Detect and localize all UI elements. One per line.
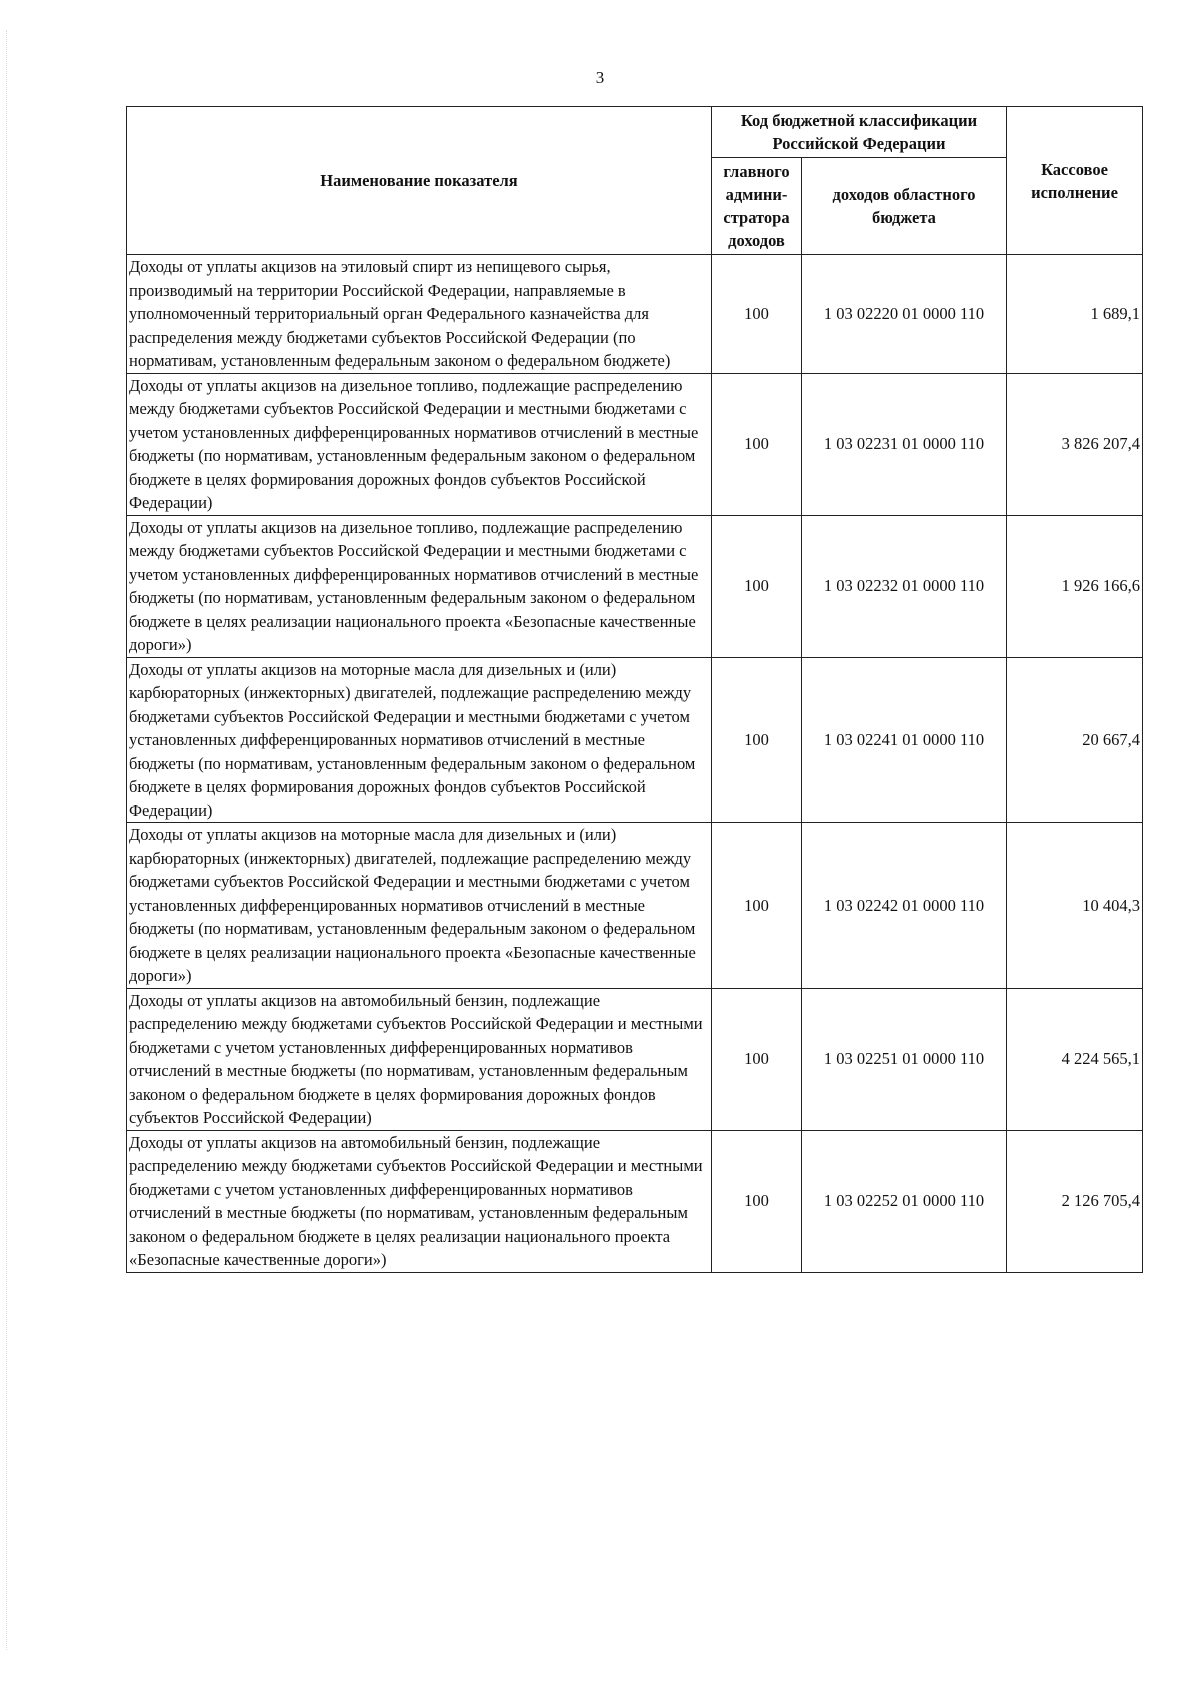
row-admin-code: 100 xyxy=(712,1130,802,1272)
table-header xyxy=(127,107,1143,255)
row-kbk-code: 1 03 02220 01 0000 110 xyxy=(802,255,1007,374)
page-number: 3 xyxy=(595,68,605,87)
table-row xyxy=(127,373,1143,515)
row-name: Доходы от уплаты акцизов на этиловый спирт из непищевого сырья, производимый на территории Российской Федерации, направляемые в уполномоченный территориальный орган Федерального казначейства для распределения между бюджетами субъектов Российской Федерации (по нормативам, установленным федеральным законом о федеральном бюджете) xyxy=(127,255,712,374)
table-body xyxy=(127,255,1143,1273)
row-admin-code: 100 xyxy=(712,515,802,657)
row-sum: 4 224 565,1 xyxy=(1007,988,1143,1130)
row-admin-code: 100 xyxy=(712,657,802,823)
row-kbk-code: 1 03 02242 01 0000 110 xyxy=(802,823,1007,989)
row-admin-code: 100 xyxy=(712,988,802,1130)
row-kbk-code: 1 03 02252 01 0000 110 xyxy=(802,1130,1007,1272)
row-kbk-code: 1 03 02231 01 0000 110 xyxy=(802,373,1007,515)
row-name: Доходы от уплаты акцизов на автомобильный бензин, подлежащие распределению между бюджетами субъектов Российской Федерации и местными бюджетами с учетом установленных дифференцированных нормативов отчислений в местные бюджеты (по нормативам, установленным федеральным законом о федеральном бюджете в целях формирования дорожных фондов субъектов Российской Федерации) xyxy=(127,988,712,1130)
row-name: Доходы от уплаты акцизов на дизельное топливо, подлежащие распределению между бюджетами субъектов Российской Федерации и местными бюджетами с учетом установленных дифференцированных нормативов отчислений в местные бюджеты (по нормативам, установленным федеральным законом о федеральном бюджете в целях реализации национального проекта «Безопасные качественные дороги») xyxy=(127,515,712,657)
row-name: Доходы от уплаты акцизов на моторные масла для дизельных и (или) карбюраторных (инжекторных) двигателей, подлежащие распределению между бюджетами субъектов Российской Федерации и местными бюджетами с учетом установленных дифференцированных нормативов отчислений в местные бюджеты (по нормативам, установленным федеральным законом о федеральном бюджете в целях формирования дорожных фондов субъектов Российской Федерации) xyxy=(127,657,712,823)
table-row xyxy=(127,255,1143,374)
row-admin-code: 100 xyxy=(712,823,802,989)
table-row xyxy=(127,1130,1143,1272)
row-sum: 1 689,1 xyxy=(1007,255,1143,374)
table-row xyxy=(127,823,1143,989)
row-sum: 20 667,4 xyxy=(1007,657,1143,823)
scan-margin-marks xyxy=(6,30,21,1650)
header-name: Наименование показателя xyxy=(127,107,712,255)
row-name: Доходы от уплаты акцизов на автомобильный бензин, подлежащие распределению между бюджетами субъектов Российской Федерации и местными бюджетами с учетом установленных дифференцированных нормативов отчислений в местные бюджеты (по нормативам, установленным федеральным законом о федеральном бюджете в целях реализации национального проекта «Безопасные качественные дороги») xyxy=(127,1130,712,1272)
row-sum: 10 404,3 xyxy=(1007,823,1143,989)
header-sum: Кассовое исполнение xyxy=(1007,107,1143,255)
row-name: Доходы от уплаты акцизов на дизельное топливо, подлежащие распределению между бюджетами субъектов Российской Федерации и местными бюджетами с учетом установленных дифференцированных нормативов отчислений в местные бюджеты (по нормативам, установленным федеральным законом о федеральном бюджете в целях формирования дорожных фондов субъектов Российской Федерации) xyxy=(127,373,712,515)
header-kbk-group: Код бюджетной классификации Российской Федерации xyxy=(712,107,1007,158)
row-sum: 2 126 705,4 xyxy=(1007,1130,1143,1272)
row-sum: 1 926 166,6 xyxy=(1007,515,1143,657)
row-kbk-code: 1 03 02232 01 0000 110 xyxy=(802,515,1007,657)
header-code: доходов областного бюджета xyxy=(802,158,1007,255)
row-kbk-code: 1 03 02251 01 0000 110 xyxy=(802,988,1007,1130)
row-sum: 3 826 207,4 xyxy=(1007,373,1143,515)
revenue-table xyxy=(126,106,1143,1273)
row-admin-code: 100 xyxy=(712,255,802,374)
table-row xyxy=(127,515,1143,657)
row-name: Доходы от уплаты акцизов на моторные масла для дизельных и (или) карбюраторных (инжекторных) двигателей, подлежащие распределению между бюджетами субъектов Российской Федерации и местными бюджетами с учетом установленных дифференцированных нормативов отчислений в местные бюджеты (по нормативам, установленным федеральным законом о федеральном бюджете в целях реализации национального проекта «Безопасные качественные дороги») xyxy=(127,823,712,989)
header-row-top xyxy=(127,107,1143,158)
table-row xyxy=(127,988,1143,1130)
table-row xyxy=(127,657,1143,823)
header-admin: главного админи-стратора доходов xyxy=(712,158,802,255)
row-admin-code: 100 xyxy=(712,373,802,515)
row-kbk-code: 1 03 02241 01 0000 110 xyxy=(802,657,1007,823)
